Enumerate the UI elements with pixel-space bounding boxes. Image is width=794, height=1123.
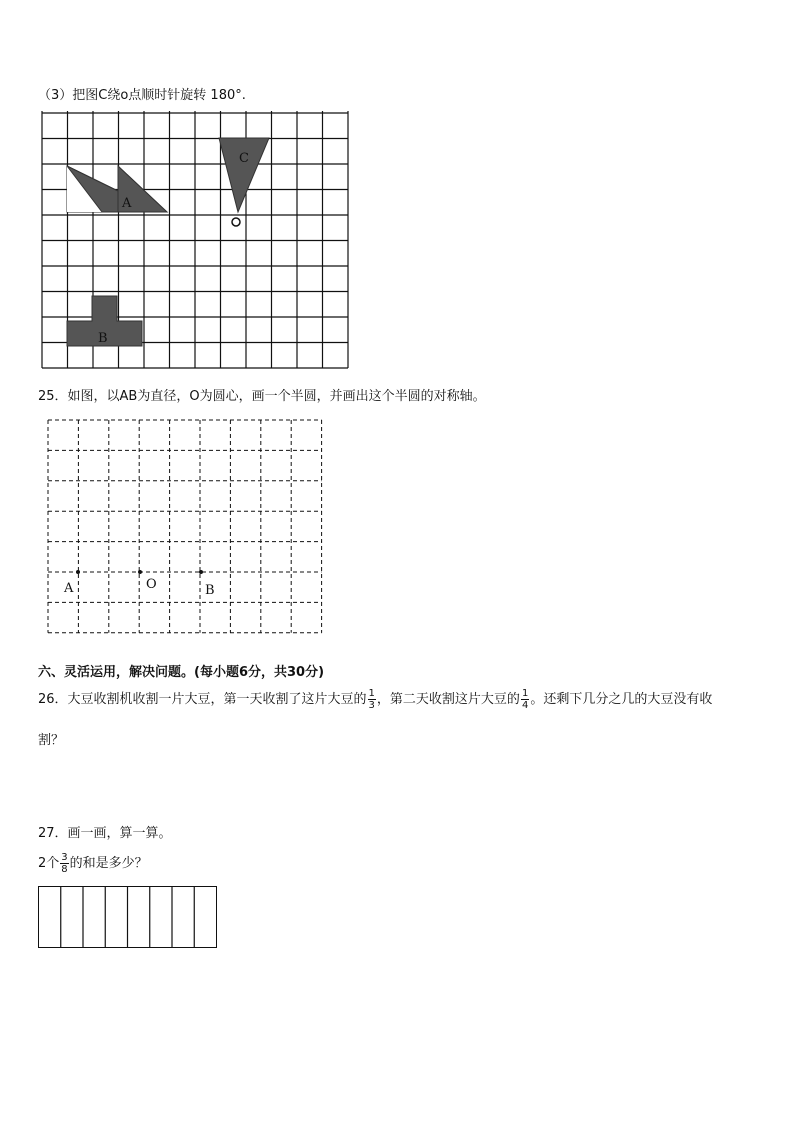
q26-part3: 。还剩下几分之几的大豆没有收 bbox=[530, 692, 713, 707]
point-a-dot bbox=[76, 570, 80, 574]
point-b-dot bbox=[199, 570, 203, 574]
q24-part3-text: （3）把图C绕o点顺时针旋转 180°. bbox=[38, 88, 246, 103]
q26-part2: ，第二天收割这片大豆的 bbox=[376, 692, 520, 707]
q27-prefix: 2个 bbox=[38, 856, 60, 871]
q27-suffix: 的和是多少？ bbox=[69, 856, 148, 871]
point-a-label: A bbox=[64, 581, 74, 596]
q26-part1: 26．大豆收割机收割一片大豆，第一天收割了这片大豆的 bbox=[38, 692, 367, 707]
q27-text: 27．画一画，算一算。 bbox=[38, 826, 172, 841]
q26-fraction-2: $\frac{1}{4}$ bbox=[521, 688, 529, 711]
q26-fraction-1: $\frac{1}{3}$ bbox=[368, 688, 375, 711]
fraction-strip bbox=[38, 886, 218, 949]
q26-line1 bbox=[38, 688, 712, 711]
q27-subquestion bbox=[38, 852, 148, 875]
q25-text: 25．如图，以AB为直径，O为圆心，画一个半圆，并画出这个半圆的对称轴。 bbox=[38, 389, 486, 404]
shape-c bbox=[219, 138, 269, 212]
shape-a-label: A bbox=[122, 196, 132, 211]
q26-line2: 割？ bbox=[38, 733, 65, 748]
shape-c-label: C bbox=[239, 151, 249, 166]
section-6-heading: 六、灵活运用，解决问题。(每小题6分，共30分) bbox=[38, 665, 325, 680]
semicircle-dashed-grid bbox=[48, 420, 324, 634]
rotation-grid bbox=[42, 111, 352, 373]
point-b-label: B bbox=[205, 583, 215, 598]
point-o-dot bbox=[138, 570, 142, 574]
point-o-label: O bbox=[146, 577, 157, 592]
q27-fraction: $\frac{3}{8}$ bbox=[61, 852, 68, 875]
shape-b-label: B bbox=[98, 331, 108, 346]
rotation-center-o bbox=[232, 218, 240, 226]
